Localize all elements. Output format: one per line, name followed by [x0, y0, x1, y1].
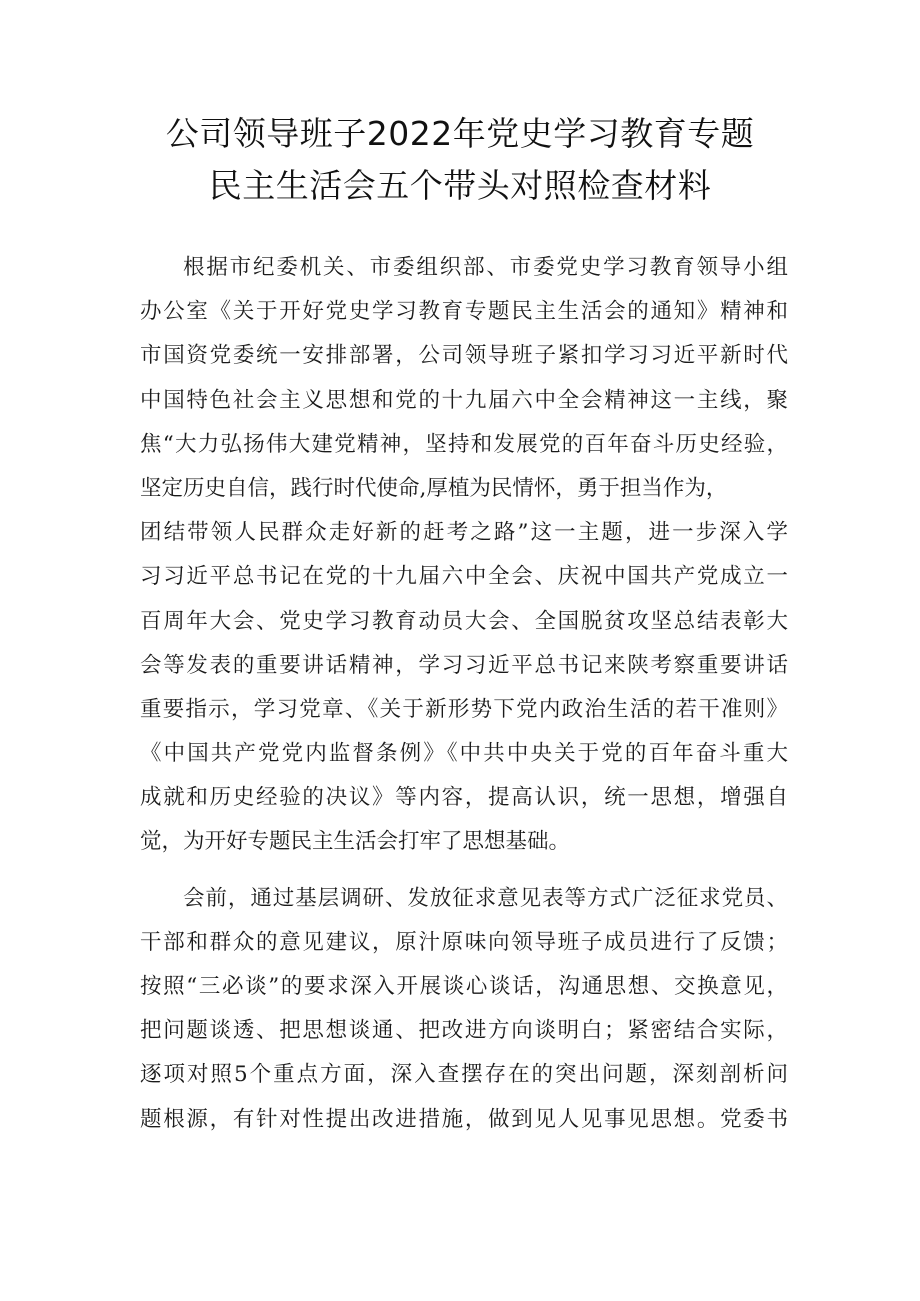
paragraph-line: 成就和历史经验的决议》等内容，提高认识，统一思想，增强自 [140, 785, 788, 811]
paragraph-line: 干部和群众的意见建议，原汁原味向领导班子成员进行了反馈； [140, 929, 788, 955]
paragraph-line: 习习近平总书记在党的十九届六中全会、庆祝中国共产党成立一 [140, 564, 788, 590]
paragraph-line: 会前，通过基层调研、发放征求意见表等方式广泛征求党员、 [183, 885, 788, 911]
paragraph-line: 重要指示，学习党章、《关于新形势下党内政治生活的若干准则》 [140, 696, 788, 722]
paragraph-line: 中国特色社会主义思想和党的十九届六中全会精神这一主线，聚 [140, 387, 788, 413]
paragraph-line: 逐项对照5个重点方面，深入查摆存在的突出问题，深刻剖析问 [140, 1062, 788, 1088]
document-body [140, 246, 788, 1142]
paragraph-line: 按照“三必谈”的要求深入开展谈心谈话，沟通思想、交换意见， [140, 974, 788, 999]
paragraph-2 [140, 877, 788, 1142]
paragraph-line: 觉，为开好专题民主生活会打牢了思想基础。 [140, 829, 571, 855]
title-line-1: 公司领导班子2022年党史学习教育专题 [165, 114, 755, 153]
paragraph-spacer [140, 865, 788, 877]
paragraph-1 [140, 246, 788, 865]
paragraph-line: 题根源，有针对性提出改进措施，做到见人见事见思想。党委书 [140, 1106, 788, 1132]
paragraph-line: 《中国共产党党内监督条例》《中共中央关于党的百年奋斗重大 [140, 741, 788, 767]
paragraph-line: 坚定历史自信，践行时代使命,厚植为民情怀，勇于担当作为， [140, 475, 728, 501]
paragraph-line: 市国资党委统一安排部署，公司领导班子紧扣学习习近平新时代 [140, 343, 788, 369]
paragraph-line: 焦“大力弘扬伟大建党精神，坚持和发展党的百年奋斗历史经验， [140, 431, 788, 457]
title-line-2: 民主生活会五个带头对照检查材料 [208, 166, 712, 205]
paragraph-line: 会等发表的重要讲话精神，学习习近平总书记来陕考察重要讲话 [140, 652, 788, 678]
document-title [0, 108, 920, 212]
paragraph-line: 团结带领人民群众走好新的赶考之路”这一主题，进一步深入学 [140, 520, 788, 546]
paragraph-line: 百周年大会、党史学习教育动员大会、全国脱贫攻坚总结表彰大 [140, 608, 788, 634]
paragraph-line: 根据市纪委机关、市委组织部、市委党史学习教育领导小组 [183, 255, 788, 280]
paragraph-line: 把问题谈透、把思想谈通、把改进方向谈明白；紧密结合实际， [140, 1018, 788, 1044]
paragraph-line: 办公室《关于开好党史学习教育专题民主生活会的通知》精神和 [140, 299, 788, 325]
